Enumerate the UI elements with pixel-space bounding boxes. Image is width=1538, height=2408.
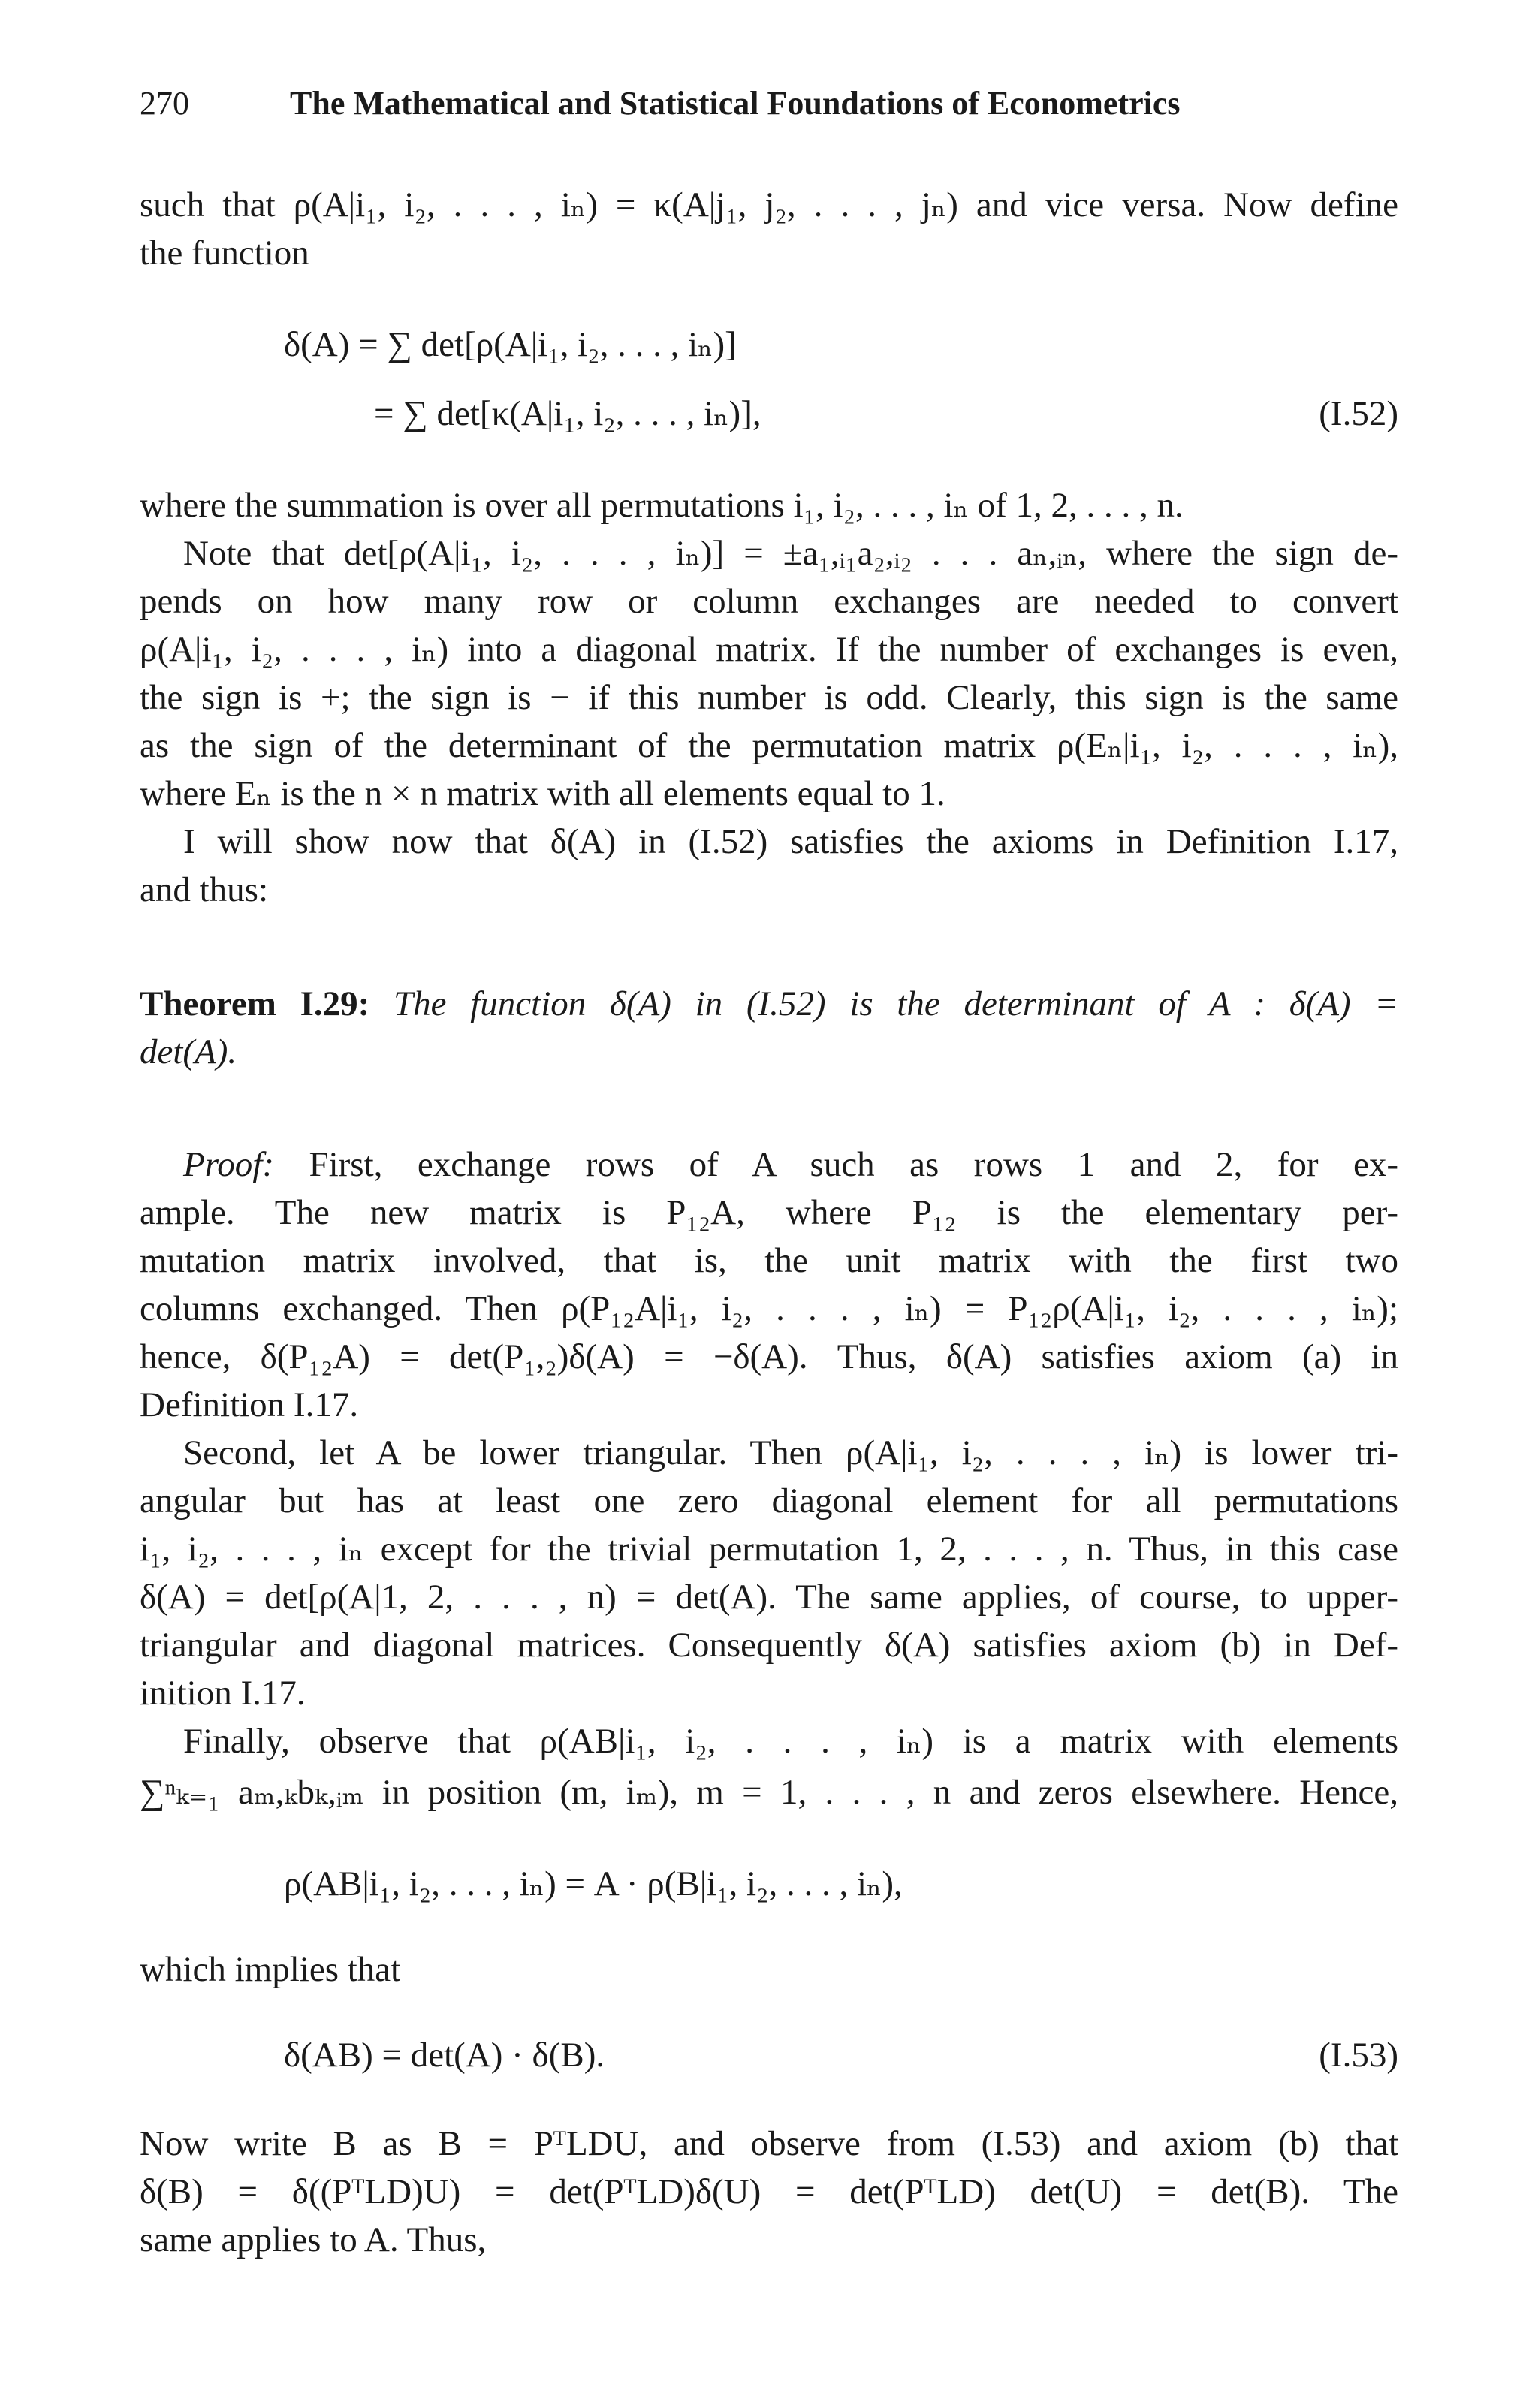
paragraph-line: Now write B as B = PᵀLDU, and observe from (I.53) and axiom (b) that [140, 2124, 1398, 2163]
page-number: 270 [140, 85, 189, 122]
theorem-text: The function δ(A) in (I.52) is the determinant of A : δ(A) = [394, 984, 1398, 1023]
paragraph-line: ρ(A|i₁, i₂, . . . , iₙ) into a diagonal matrix. If the number of exchanges is even, [140, 630, 1398, 669]
proof-line: Finally, observe that ρ(AB|i₁, i₂, . . . , iₙ) is a matrix with elements [183, 1722, 1398, 1761]
proof-label: Proof: [183, 1145, 274, 1184]
theorem-statement [140, 981, 1398, 1027]
paragraph-line: and thus: [140, 870, 269, 909]
paragraph-line: such that ρ(A|i₁, i₂, . . . , iₙ) = κ(A|j₁, j₂, . . . , jₙ) and vice versa. Now define [140, 185, 1398, 225]
paragraph-line: as the sign of the determinant of the permutation matrix ρ(Eₙ|i₁, i₂, . . . , iₙ), [140, 726, 1398, 765]
theorem-text: det(A). [140, 1032, 237, 1071]
proof-line: δ(A) = det[ρ(A|1, 2, . . . , n) = det(A). The same applies, of course, to upper- [140, 1578, 1398, 1617]
equation-number: (I.53) [1319, 2036, 1398, 2075]
proof-line [183, 1141, 1398, 1188]
proof-line: Second, let A be lower triangular. Then ρ(A|i₁, i₂, . . . , iₙ) is lower tri- [183, 1433, 1398, 1472]
running-header [140, 84, 1398, 137]
proof-line: mutation matrix involved, that is, the unit matrix with the first two [140, 1241, 1398, 1280]
paragraph-line: the function [140, 234, 309, 273]
equation-line: ρ(AB|i₁, i₂, . . . , iₙ) = A · ρ(B|i₁, i₂, . . . , iₙ), [284, 1864, 903, 1903]
paragraph-line: where the summation is over all permutations i₁, i₂, . . . , iₙ of 1, 2, . . . , n. [140, 486, 1184, 525]
paragraph-line: Note that det[ρ(A|i₁, i₂, . . . , iₙ)] = ±a₁,ᵢ₁a₂,ᵢ₂ . . . aₙ,ᵢₙ, where the sign de- [183, 534, 1398, 573]
proof-line: columns exchanged. Then ρ(P₁₂A|i₁, i₂, . . . , iₙ) = P₁₂ρ(A|i₁, i₂, . . . , iₙ); [140, 1289, 1398, 1328]
equation-line: δ(A) = ∑ det[ρ(A|i₁, i₂, . . . , iₙ)] [284, 325, 737, 364]
proof-line: i₁, i₂, . . . , iₙ except for the trivial permutation 1, 2, . . . , n. Thus, in this case [140, 1529, 1398, 1569]
paragraph-line: δ(B) = δ((PᵀLD)U) = det(PᵀLD)δ(U) = det(PᵀLD) det(U) = det(B). The [140, 2172, 1398, 2211]
proof-line: ample. The new matrix is P₁₂A, where P₁₂ is the elementary per- [140, 1193, 1398, 1232]
equation-number: (I.52) [1319, 394, 1398, 433]
paragraph-line: same applies to A. Thus, [140, 2220, 487, 2259]
proof-line: triangular and diagonal matrices. Consequently δ(A) satisfies axiom (b) in Def- [140, 1626, 1398, 1665]
proof-line: Definition I.17. [140, 1385, 359, 1424]
equation-line: = ∑ det[κ(A|i₁, i₂, . . . , iₙ)], [374, 394, 761, 433]
equation-line: δ(AB) = det(A) · δ(B). [284, 2036, 605, 2075]
proof-line: angular but has at least one zero diagonal element for all permutations [140, 1481, 1398, 1520]
theorem-label: Theorem I.29: [140, 984, 370, 1023]
paragraph-line: pends on how many row or column exchanges are needed to convert [140, 582, 1398, 621]
proof-text: First, exchange rows of A such as rows 1 and 2, for ex- [309, 1145, 1399, 1184]
proof-line: ∑ⁿₖ₌₁ aₘ,ₖbₖ,ᵢₘ in position (m, iₘ), m = 1, . . . , n and zeros elsewhere. Hence, [140, 1773, 1398, 1812]
paragraph-line: I will show now that δ(A) in (I.52) satisfies the axioms in Definition I.17, [183, 822, 1398, 861]
proof-line: hence, δ(P₁₂A) = det(P₁,₂)δ(A) = −δ(A). Thus, δ(A) satisfies axiom (a) in [140, 1337, 1398, 1376]
paragraph-line: which implies that [140, 1950, 401, 1989]
proof-line: inition I.17. [140, 1674, 306, 1713]
running-title: The Mathematical and Statistical Foundations of Econometrics [290, 85, 1181, 122]
paragraph-line: the sign is +; the sign is − if this number is odd. Clearly, this sign is the same [140, 678, 1398, 717]
paragraph-line: where Eₙ is the n × n matrix with all elements equal to 1. [140, 774, 945, 813]
